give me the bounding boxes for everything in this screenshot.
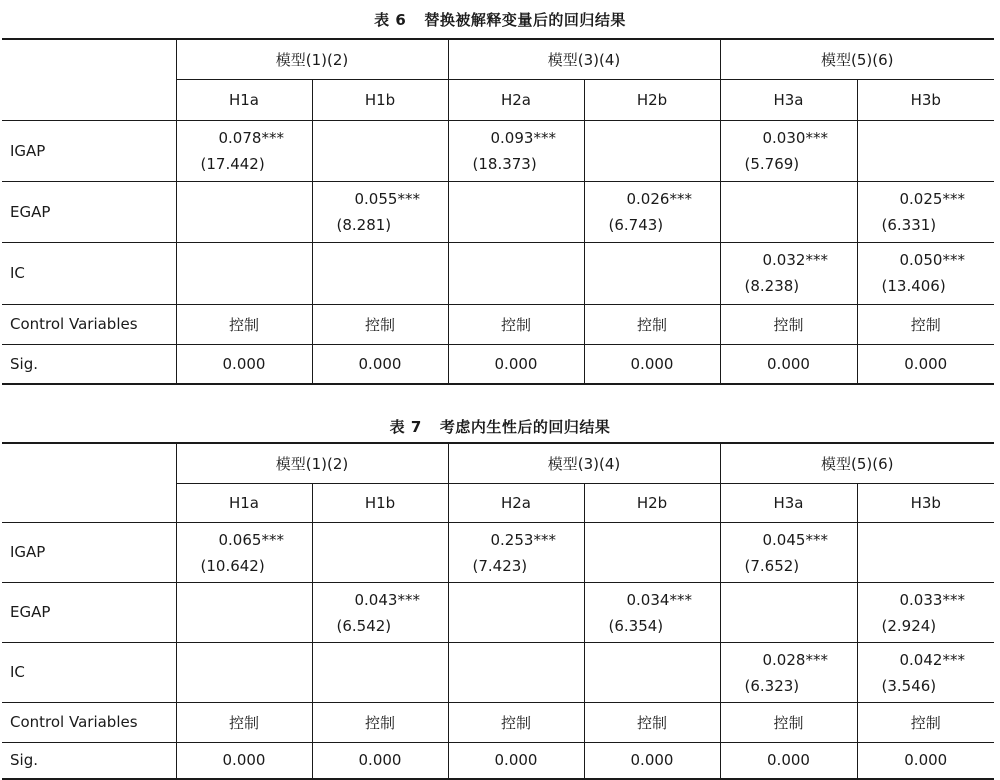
table6-value-cell — [312, 242, 448, 304]
coefficient: 0.055*** — [354, 189, 420, 208]
table6-hypothesis: H2b — [584, 79, 720, 120]
table7-sig-cell: 0.000 — [857, 742, 994, 779]
t-statistic: (5.769) — [744, 154, 800, 173]
coefficient: 0.042*** — [899, 650, 965, 669]
table7-sig-cell: 0.000 — [176, 742, 312, 779]
t-statistic: (6.331) — [881, 215, 937, 234]
table7-value-cell — [720, 522, 857, 582]
table6-control-cell: 控制 — [176, 304, 312, 344]
table6-hypothesis: H3a — [720, 79, 857, 120]
coefficient: 0.028*** — [762, 650, 828, 669]
table6-model-group: 模型(3)(4) — [448, 39, 720, 79]
table6-value-cell — [720, 242, 857, 304]
table6-value-cell — [176, 242, 312, 304]
table7-hypothesis: H3a — [720, 483, 857, 522]
table6-row-label: Sig. — [2, 344, 176, 384]
table6-control-cell: 控制 — [448, 304, 584, 344]
table7-model-group: 模型(5)(6) — [720, 443, 994, 483]
table7-value-cell — [448, 522, 584, 582]
table7-hypothesis: H3b — [857, 483, 994, 522]
table6-row-ic — [2, 242, 994, 304]
table7-value-cell — [720, 642, 857, 702]
table6-hypothesis: H1b — [312, 79, 448, 120]
table6-caption-title: 替换被解释变量后的回归结果 — [424, 11, 626, 29]
table7-row-egap — [2, 582, 994, 642]
table7-value-cell — [176, 522, 312, 582]
coefficient: 0.253*** — [490, 530, 556, 549]
table7-value-cell — [312, 522, 448, 582]
coefficient: 0.034*** — [626, 590, 692, 609]
table6-row-egap — [2, 181, 994, 242]
table6-hypothesis: H2a — [448, 79, 584, 120]
table7-row-label: Control Variables — [2, 702, 176, 742]
table7-value-cell — [312, 642, 448, 702]
table7-sig-cell: 0.000 — [584, 742, 720, 779]
table6-row-igap — [2, 120, 994, 181]
t-statistic: (3.546) — [881, 676, 937, 695]
t-statistic: (8.238) — [744, 276, 800, 295]
coefficient: 0.078*** — [218, 128, 284, 147]
table7-control-cell: 控制 — [176, 702, 312, 742]
table7-value-cell — [720, 582, 857, 642]
table7-hypothesis: H1a — [176, 483, 312, 522]
table6-row-label: EGAP — [2, 181, 176, 242]
t-statistic: (7.652) — [744, 556, 800, 575]
table7-row-label: Sig. — [2, 742, 176, 779]
table6-model-group: 模型(1)(2) — [176, 39, 448, 79]
table6-corner-cell — [2, 39, 176, 120]
table7-value-cell — [857, 582, 994, 642]
table7 — [2, 442, 994, 780]
table6-control-cell: 控制 — [584, 304, 720, 344]
table6-value-cell — [584, 242, 720, 304]
table7-value-cell — [584, 642, 720, 702]
table7-corner-cell — [2, 443, 176, 522]
coefficient: 0.045*** — [762, 530, 828, 549]
table6-model-group: 模型(5)(6) — [720, 39, 994, 79]
table6-value-cell — [720, 120, 857, 181]
table6-sig-cell: 0.000 — [857, 344, 994, 384]
table6-value-cell — [857, 181, 994, 242]
table6-caption — [0, 5, 1000, 35]
coefficient: 0.093*** — [490, 128, 556, 147]
table6-sig-cell: 0.000 — [312, 344, 448, 384]
coefficient: 0.026*** — [626, 189, 692, 208]
table7-hypothesis: H2a — [448, 483, 584, 522]
table7-hypothesis: H1b — [312, 483, 448, 522]
coefficient: 0.025*** — [899, 189, 965, 208]
table7-control-cell: 控制 — [720, 702, 857, 742]
t-statistic: (6.354) — [608, 616, 664, 635]
t-statistic: (2.924) — [881, 616, 937, 635]
table6-value-cell — [176, 181, 312, 242]
table6-control-cell: 控制 — [857, 304, 994, 344]
table7-value-cell — [448, 582, 584, 642]
table7-row-sig — [2, 742, 994, 779]
table7-caption-number: 表 7 — [389, 418, 422, 436]
t-statistic: (7.423) — [472, 556, 528, 575]
coefficient: 0.065*** — [218, 530, 284, 549]
table7-value-cell — [176, 642, 312, 702]
table7-control-cell: 控制 — [312, 702, 448, 742]
table6-caption-number: 表 6 — [374, 11, 407, 29]
table6-sig-cell: 0.000 — [448, 344, 584, 384]
table7-sig-cell: 0.000 — [448, 742, 584, 779]
table7-control-cell: 控制 — [584, 702, 720, 742]
table6-value-cell — [584, 181, 720, 242]
table6-row-sig — [2, 344, 994, 384]
table6-value-cell — [176, 120, 312, 181]
t-statistic: (6.323) — [744, 676, 800, 695]
table6-value-cell — [448, 120, 584, 181]
t-statistic: (17.442) — [200, 154, 265, 173]
table6-model-header-row — [2, 39, 994, 79]
table6-control-cell: 控制 — [312, 304, 448, 344]
table7-row-igap — [2, 522, 994, 582]
table7-value-cell — [312, 582, 448, 642]
table6-value-cell — [312, 120, 448, 181]
table7-row-label: IGAP — [2, 522, 176, 582]
table7-value-cell — [857, 522, 994, 582]
table6-value-cell — [312, 181, 448, 242]
table6-row-label: IGAP — [2, 120, 176, 181]
table6-value-cell — [448, 242, 584, 304]
table6-value-cell — [857, 242, 994, 304]
table6-sig-cell: 0.000 — [720, 344, 857, 384]
table6-value-cell — [720, 181, 857, 242]
t-statistic: (13.406) — [881, 276, 946, 295]
table7-hypothesis: H2b — [584, 483, 720, 522]
coefficient: 0.033*** — [899, 590, 965, 609]
table6-value-cell — [448, 181, 584, 242]
t-statistic: (18.373) — [472, 154, 537, 173]
coefficient: 0.050*** — [899, 250, 965, 269]
table7-value-cell — [176, 582, 312, 642]
table6-value-cell — [857, 120, 994, 181]
table6-row-label: IC — [2, 242, 176, 304]
table7-sig-cell: 0.000 — [720, 742, 857, 779]
table7-row-ic — [2, 642, 994, 702]
table6-value-cell — [584, 120, 720, 181]
table7-value-cell — [448, 642, 584, 702]
t-statistic: (8.281) — [336, 215, 392, 234]
table7-model-group: 模型(3)(4) — [448, 443, 720, 483]
table7-row-label: EGAP — [2, 582, 176, 642]
table7-value-cell — [584, 582, 720, 642]
table7-model-header-row — [2, 443, 994, 483]
table7-model-group: 模型(1)(2) — [176, 443, 448, 483]
table6-row-control-variables — [2, 304, 994, 344]
table6-sig-cell: 0.000 — [584, 344, 720, 384]
t-statistic: (6.743) — [608, 215, 664, 234]
coefficient: 0.030*** — [762, 128, 828, 147]
t-statistic: (6.542) — [336, 616, 392, 635]
table7-sig-cell: 0.000 — [312, 742, 448, 779]
table7-value-cell — [857, 642, 994, 702]
table6-sig-cell: 0.000 — [176, 344, 312, 384]
table7-caption-title: 考虑内生性后的回归结果 — [439, 418, 611, 436]
table6-control-cell: 控制 — [720, 304, 857, 344]
table6-hypothesis: H3b — [857, 79, 994, 120]
table6-row-label: Control Variables — [2, 304, 176, 344]
coefficient: 0.032*** — [762, 250, 828, 269]
coefficient: 0.043*** — [354, 590, 420, 609]
table7-row-label: IC — [2, 642, 176, 702]
table7-control-cell: 控制 — [857, 702, 994, 742]
table7-caption — [0, 412, 1000, 442]
table7-control-cell: 控制 — [448, 702, 584, 742]
table6-hypothesis: H1a — [176, 79, 312, 120]
table7-value-cell — [584, 522, 720, 582]
table6 — [2, 38, 994, 385]
table7-row-control-variables — [2, 702, 994, 742]
t-statistic: (10.642) — [200, 556, 265, 575]
